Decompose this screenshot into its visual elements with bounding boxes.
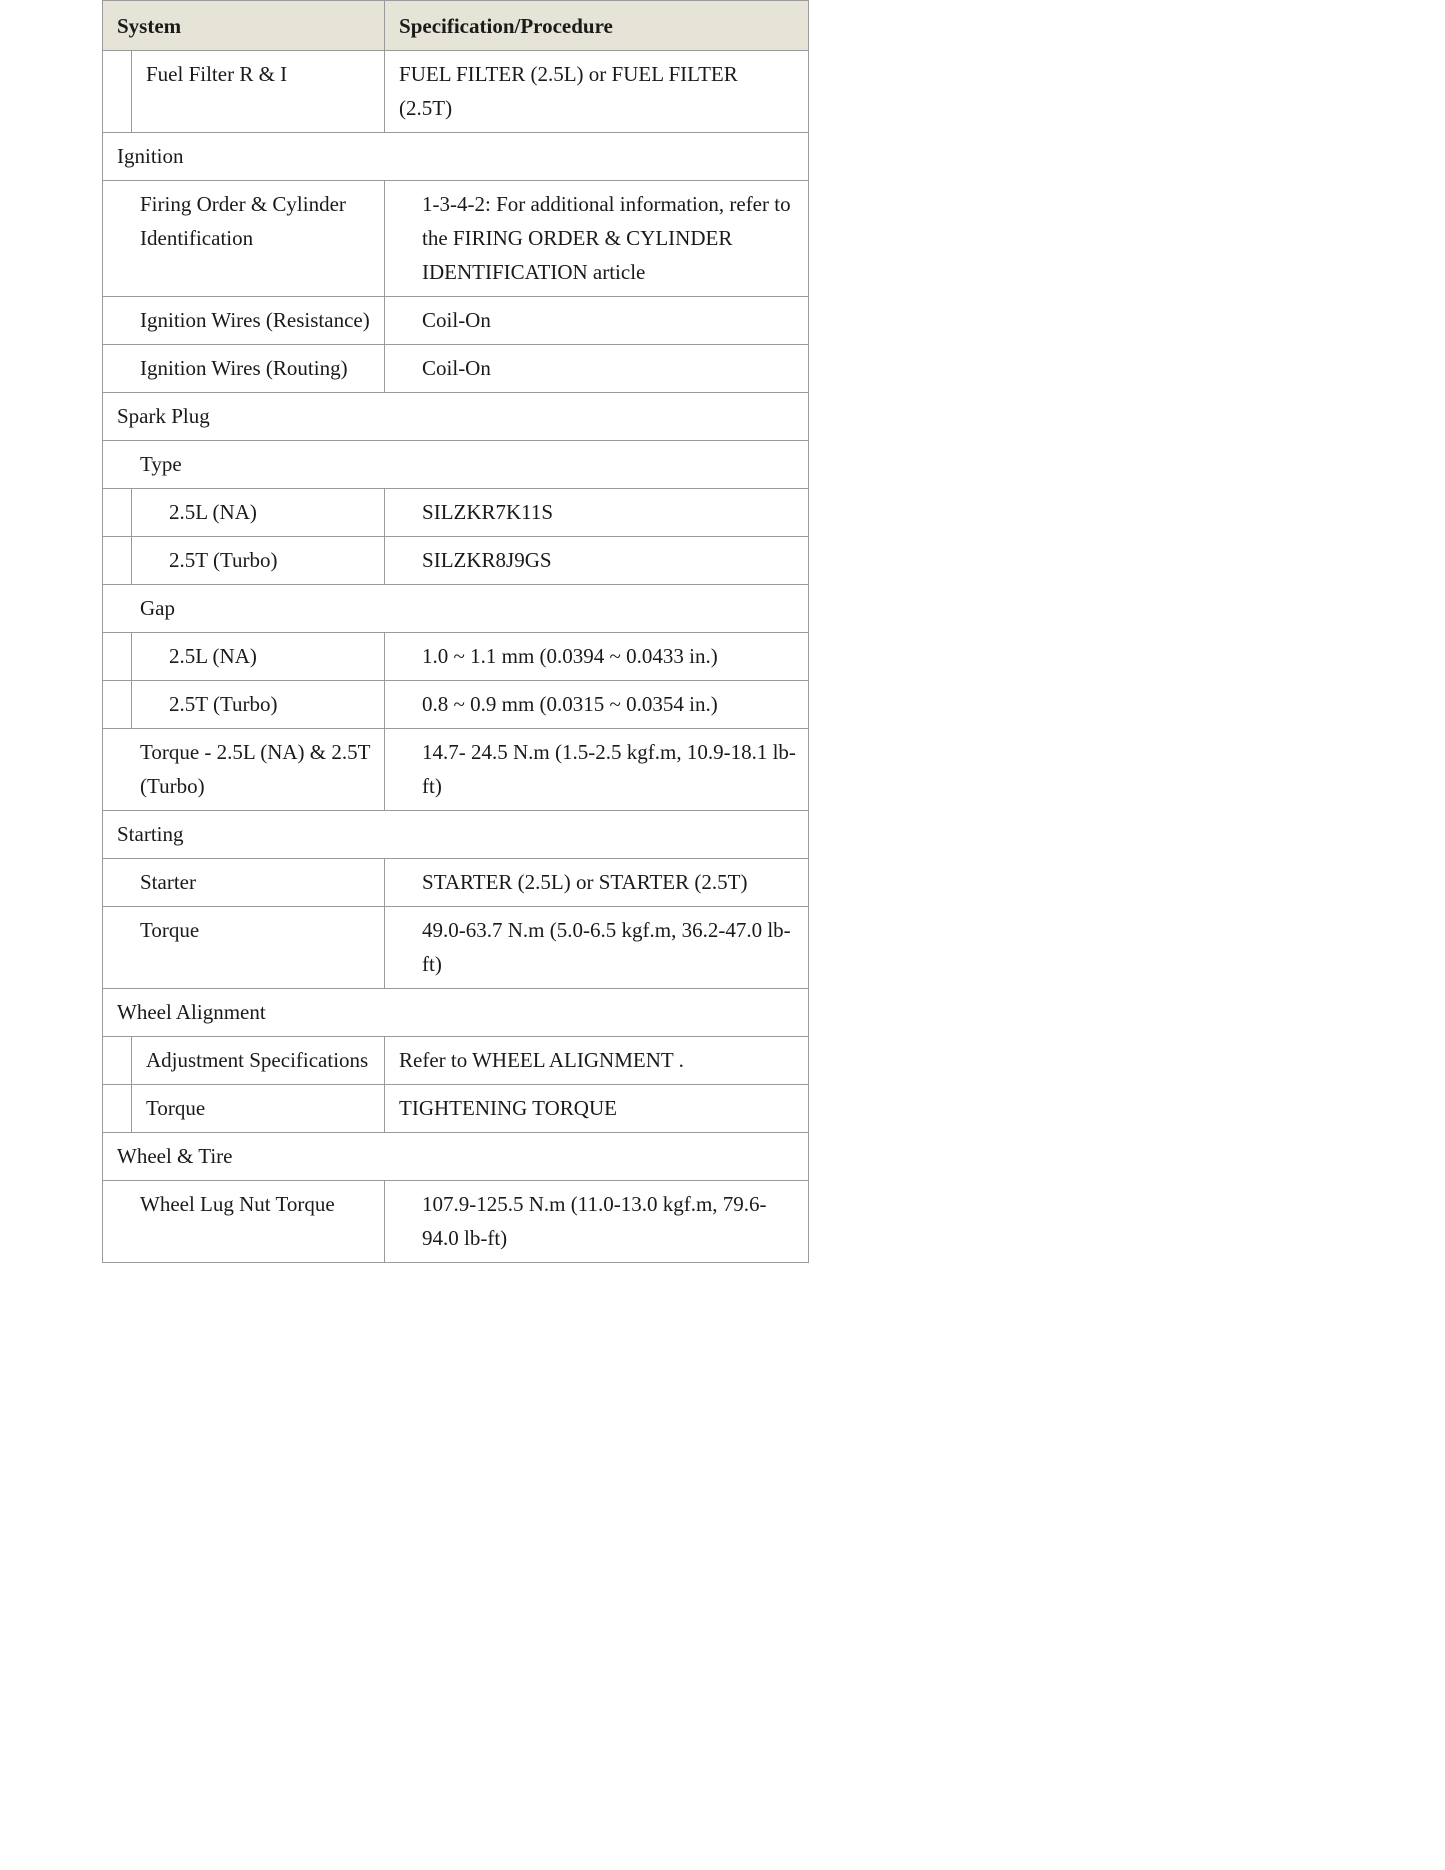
indent-gutter-cell — [103, 681, 132, 729]
spec-value: 107.9-125.5 N.m (11.0-13.0 kgf.m, 79.6-94.0 lb-ft) — [422, 1192, 767, 1250]
spec-cell — [385, 633, 809, 681]
system-cell — [132, 1085, 385, 1133]
column-header-spec-label: Specification/Procedure — [399, 13, 613, 38]
spec-cell — [385, 297, 809, 345]
table-row — [103, 1037, 809, 1085]
table-row — [103, 681, 809, 729]
spec-cell — [385, 489, 809, 537]
subsection-title: Type — [140, 452, 182, 476]
section-header-cell — [103, 133, 809, 181]
table-header-row — [103, 1, 809, 51]
system-cell — [132, 633, 385, 681]
spec-value: 0.8 ~ 0.9 mm (0.0315 ~ 0.0354 in.) — [422, 692, 718, 716]
spec-value: SILZKR7K11S — [422, 500, 554, 524]
section-title: Spark Plug — [117, 404, 210, 428]
spec-cell — [385, 1085, 809, 1133]
spec-cell — [385, 681, 809, 729]
subsection-header-row — [103, 441, 809, 489]
indent-gutter-cell — [103, 1037, 132, 1085]
system-cell — [132, 51, 385, 133]
section-title: Wheel & Tire — [117, 1144, 233, 1168]
table-row — [103, 859, 809, 907]
system-cell — [132, 489, 385, 537]
spec-value: 49.0-63.7 N.m (5.0-6.5 kgf.m, 36.2-47.0 lb-ft) — [422, 918, 791, 976]
table-row — [103, 297, 809, 345]
system-label: Torque — [146, 1096, 206, 1120]
indent-gutter-cell — [103, 537, 132, 585]
section-header-row — [103, 133, 809, 181]
system-label: Ignition Wires (Resistance) — [140, 308, 370, 332]
table-row — [103, 345, 809, 393]
section-title: Starting — [117, 822, 184, 846]
system-cell — [103, 859, 385, 907]
column-header-spec — [385, 1, 809, 51]
system-label: Torque - 2.5L (NA) & 2.5T (Turbo) — [140, 740, 371, 798]
spec-cell — [385, 859, 809, 907]
subsection-title: Gap — [140, 596, 175, 620]
section-header-row — [103, 393, 809, 441]
section-header-row — [103, 1133, 809, 1181]
section-title: Wheel Alignment — [117, 1000, 266, 1024]
indent-gutter-cell — [103, 1085, 132, 1133]
system-cell — [103, 729, 385, 811]
spec-value: 14.7- 24.5 N.m (1.5-2.5 kgf.m, 10.9-18.1 lb-ft) — [422, 740, 796, 798]
spec-cell — [385, 537, 809, 585]
table-row — [103, 1181, 809, 1263]
section-header-cell — [103, 811, 809, 859]
column-header-system — [103, 1, 385, 51]
subsection-header-row — [103, 585, 809, 633]
system-cell — [103, 345, 385, 393]
spec-value: FUEL FILTER (2.5L) or FUEL FILTER (2.5T) — [399, 62, 738, 120]
system-label: Adjustment Specifications — [146, 1048, 369, 1072]
spec-cell — [385, 907, 809, 989]
system-label: 2.5T (Turbo) — [169, 692, 278, 716]
system-cell — [103, 1181, 385, 1263]
table-row — [103, 633, 809, 681]
system-cell — [132, 1037, 385, 1085]
system-label: Ignition Wires (Routing) — [140, 356, 348, 380]
spec-value: TIGHTENING TORQUE — [399, 1096, 617, 1120]
table-row — [103, 489, 809, 537]
system-label: Starter — [140, 870, 196, 894]
section-header-cell — [103, 585, 809, 633]
table-row — [103, 537, 809, 585]
section-header-cell — [103, 393, 809, 441]
section-header-cell — [103, 441, 809, 489]
system-label: Fuel Filter R & I — [146, 62, 288, 86]
system-cell — [103, 907, 385, 989]
system-label: Wheel Lug Nut Torque — [140, 1192, 335, 1216]
table-row — [103, 51, 809, 133]
system-label: 2.5L (NA) — [169, 644, 257, 668]
spec-cell — [385, 729, 809, 811]
spec-value: Refer to WHEEL ALIGNMENT . — [399, 1048, 684, 1072]
system-cell — [103, 297, 385, 345]
spec-value: SILZKR8J9GS — [422, 548, 552, 572]
spec-value: Coil-On — [422, 308, 491, 332]
system-label: Firing Order & Cylinder Identification — [140, 192, 346, 250]
system-label: 2.5L (NA) — [169, 500, 257, 524]
table-body — [103, 51, 809, 1263]
section-header-row — [103, 811, 809, 859]
system-label: Torque — [140, 918, 200, 942]
spec-cell — [385, 51, 809, 133]
system-label: 2.5T (Turbo) — [169, 548, 278, 572]
system-cell — [132, 681, 385, 729]
specification-table — [102, 0, 809, 1263]
column-header-system-label: System — [117, 13, 182, 38]
spec-value: Coil-On — [422, 356, 491, 380]
spec-value: 1-3-4-2: For additional information, refer to the FIRING ORDER & CYLINDER IDENTIFICATION article — [422, 192, 791, 284]
table-row — [103, 181, 809, 297]
spec-cell — [385, 1181, 809, 1263]
indent-gutter-cell — [103, 51, 132, 133]
indent-gutter-cell — [103, 489, 132, 537]
indent-gutter-cell — [103, 633, 132, 681]
section-header-cell — [103, 1133, 809, 1181]
table-row — [103, 1085, 809, 1133]
spec-value: 1.0 ~ 1.1 mm (0.0394 ~ 0.0433 in.) — [422, 644, 718, 668]
spec-value: STARTER (2.5L) or STARTER (2.5T) — [422, 870, 748, 894]
section-header-cell — [103, 989, 809, 1037]
table-row — [103, 729, 809, 811]
section-header-row — [103, 989, 809, 1037]
table-row — [103, 907, 809, 989]
spec-cell — [385, 1037, 809, 1085]
spec-cell — [385, 181, 809, 297]
section-title: Ignition — [117, 144, 184, 168]
system-cell — [132, 537, 385, 585]
spec-cell — [385, 345, 809, 393]
system-cell — [103, 181, 385, 297]
